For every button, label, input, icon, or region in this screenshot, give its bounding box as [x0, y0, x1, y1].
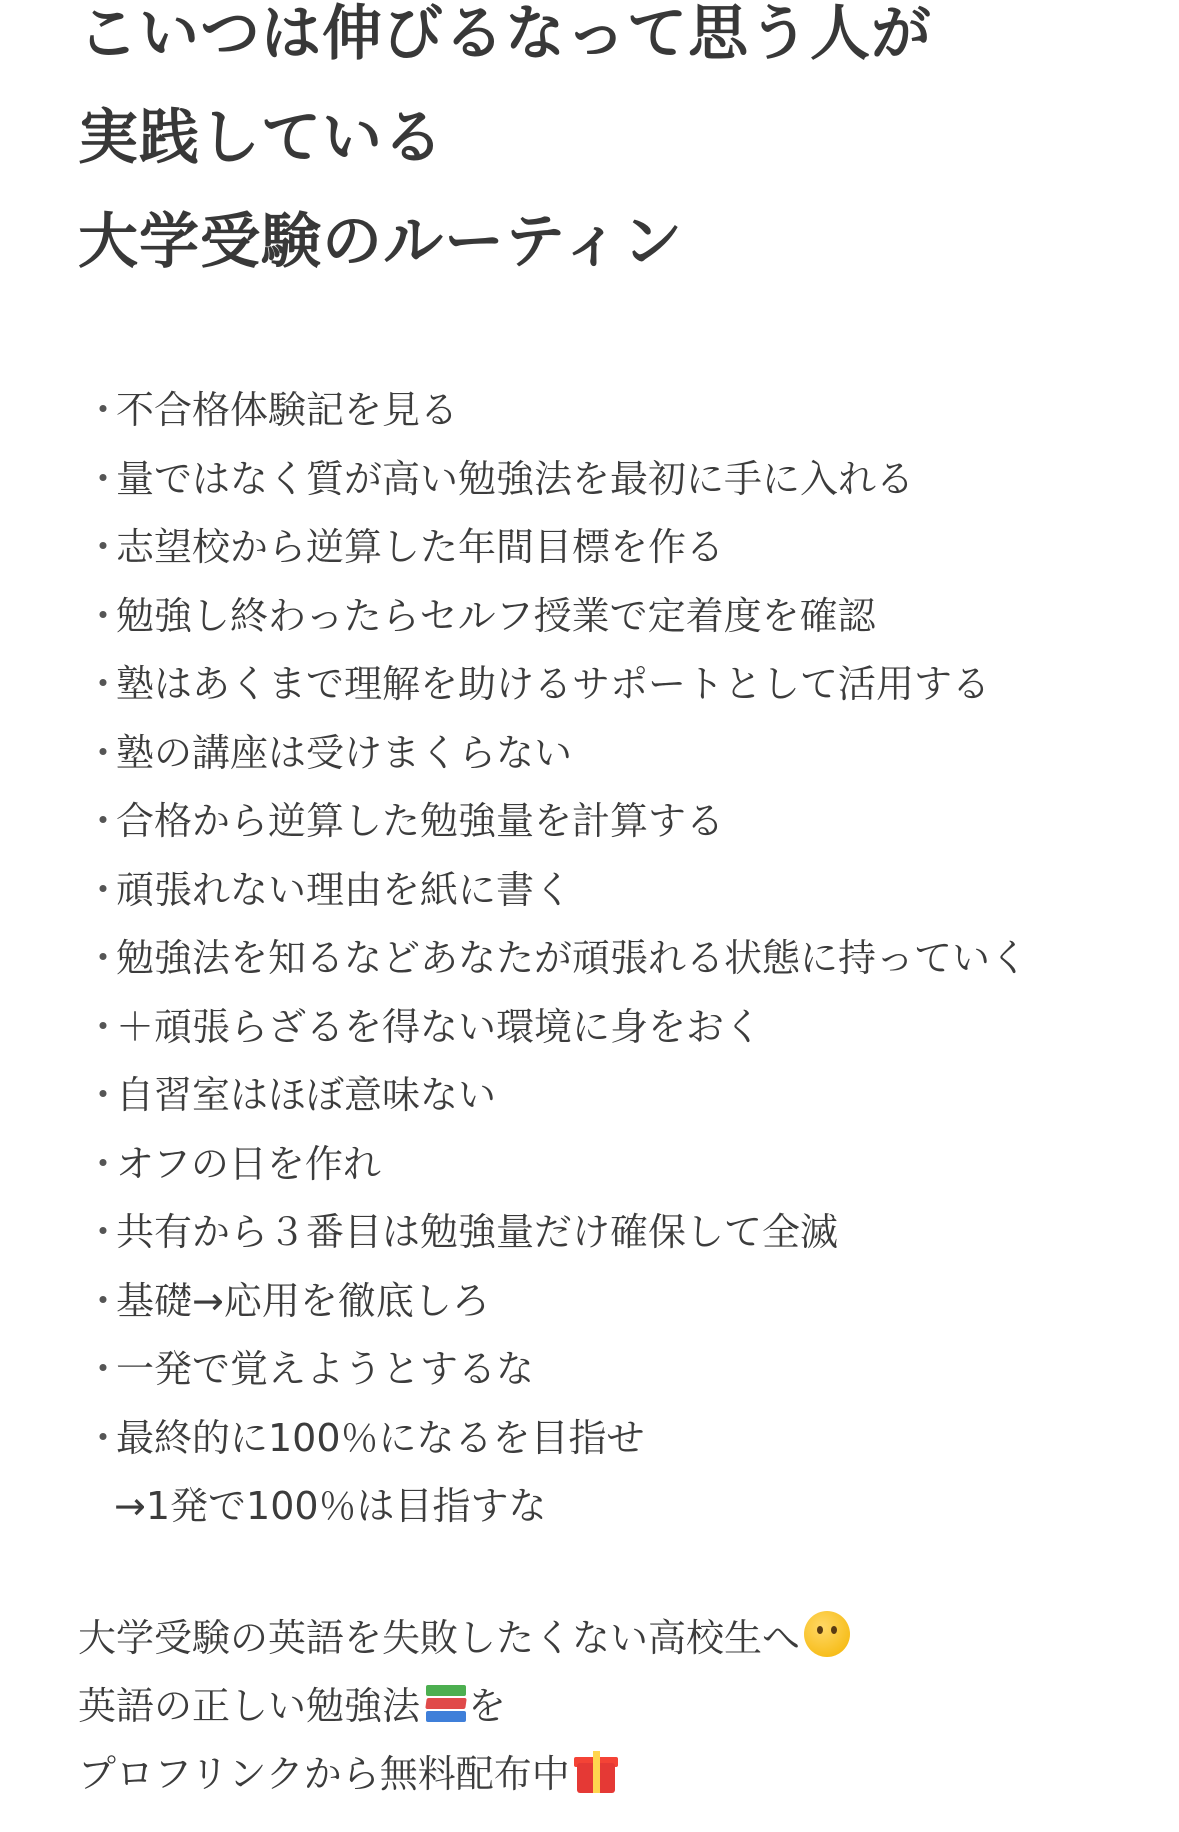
gift-icon — [574, 1749, 618, 1793]
routine-list — [84, 376, 1028, 1541]
list-item-text: 不合格体験記を見る — [116, 388, 459, 432]
list-item-text: 合格から逆算した勉強量を計算する — [116, 799, 725, 843]
list-item-text: 基礎→応用を徹底しろ — [116, 1278, 490, 1323]
list-item-text: 共有から３番目は勉強量だけ確保して全滅 — [116, 1210, 839, 1254]
bullet: ・ — [84, 1210, 123, 1254]
list-item — [84, 1335, 1028, 1404]
promo-line-1 — [78, 1604, 850, 1672]
books-icon — [424, 1683, 468, 1725]
list-item — [84, 993, 1028, 1062]
bullet: ・ — [84, 525, 123, 569]
promo-line-1-text: 大学受験の英語を失敗したくない高校生へ — [78, 1616, 801, 1660]
list-item-text: 量ではなく質が高い勉強法を最初に手に入れる — [116, 456, 915, 501]
promo-line-3 — [78, 1740, 850, 1808]
bullet: ・ — [84, 1141, 123, 1186]
list-item — [84, 1198, 1028, 1267]
list-item — [84, 513, 1028, 582]
list-item-text: 勉強し終わったらセルフ授業で定着度を確認 — [116, 593, 876, 638]
list-item-text: 志望校から逆算した年間目標を作る — [116, 525, 725, 569]
list-item — [84, 582, 1028, 651]
bullet: ・ — [84, 662, 123, 706]
bullet: ・ — [84, 593, 123, 638]
title-line-1: こいつは伸びるなって思う人が — [78, 0, 932, 69]
list-item — [84, 924, 1028, 993]
bullet: ・ — [84, 936, 123, 980]
promo-line-2-suffix: を — [468, 1684, 507, 1728]
list-item-text: 塾の講座は受けまくらない — [116, 730, 573, 775]
list-item — [84, 787, 1028, 856]
bullet: ・ — [84, 1004, 123, 1049]
bullet: ・ — [84, 1415, 123, 1460]
promo-block — [78, 1604, 850, 1808]
list-item-note-text: →1発で100％は目指すな — [114, 1484, 547, 1528]
title-line-2: 実践している — [78, 103, 444, 173]
list-item — [84, 1061, 1028, 1130]
list-item-text: 勉強法を知るなどあなたが頑張れる状態に持っていく — [116, 936, 1029, 980]
list-item-text: 塾はあくまで理解を助けるサポートとして活用する — [116, 662, 991, 706]
list-item-text: オフの日を作れ — [116, 1141, 381, 1186]
list-item-text: 一発で覚えようとするな — [116, 1347, 535, 1391]
list-item-text: 頑張れない理由を紙に書く — [116, 867, 573, 912]
page-title — [78, 0, 932, 294]
list-item — [84, 376, 1028, 445]
list-item — [84, 1404, 1028, 1473]
thinking-face-icon — [804, 1611, 850, 1657]
list-item-text: 自習室はほぼ意味ない — [116, 1073, 497, 1117]
promo-line-3-text: プロフリンクから無料配布中 — [78, 1752, 570, 1796]
title-line-3: 大学受験のルーティン — [78, 207, 684, 277]
bullet: ・ — [84, 1073, 123, 1117]
list-item — [84, 719, 1028, 788]
list-item — [84, 650, 1028, 719]
promo-line-2-text: 英語の正しい勉強法 — [78, 1684, 421, 1728]
promo-line-2 — [78, 1672, 850, 1740]
list-item-text: ＋頑張らざるを得ない環境に身をおく — [116, 1004, 763, 1049]
bullet: ・ — [84, 867, 123, 912]
list-item-text: 最終的に100％になるを目指せ — [116, 1415, 645, 1460]
list-item — [84, 445, 1028, 514]
bullet: ・ — [84, 388, 123, 432]
list-item — [84, 1130, 1028, 1199]
list-item — [84, 1267, 1028, 1336]
list-item-note — [84, 1472, 1028, 1541]
list-item — [84, 856, 1028, 925]
bullet: ・ — [84, 730, 123, 775]
bullet: ・ — [84, 456, 123, 501]
bullet: ・ — [84, 1347, 123, 1391]
bullet: ・ — [84, 799, 123, 843]
bullet: ・ — [84, 1278, 123, 1323]
